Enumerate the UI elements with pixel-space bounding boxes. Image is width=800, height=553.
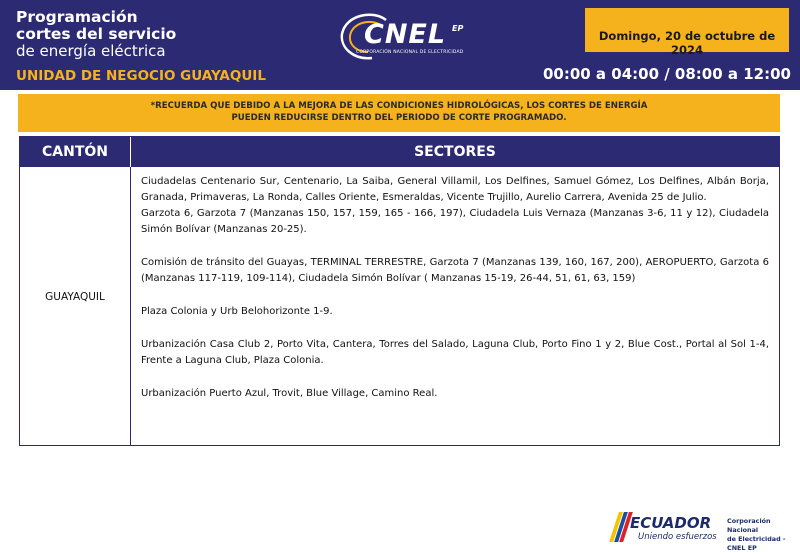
sector-paragraph: Plaza Colonia y Urb Belohorizonte 1-9. — [141, 306, 333, 317]
footer-org-line-2: de Electricidad - CNEL EP — [727, 535, 786, 552]
ecuador-logo — [610, 512, 720, 544]
outage-hours: 00:00 a 04:00 / 08:00 a 12:00 — [542, 65, 791, 83]
title-line-3: de energía eléctrica — [16, 42, 166, 60]
outage-table — [19, 136, 780, 446]
sector-paragraph: Ciudadelas Centenario Sur, Centenario, La Saiba, General Villamil, Los Delfines, Samuel Gómez, Los Delfines, Albán Borja, Granada, Primaveras, La Ronda, Calles Oriente, Esmeraldas, Vicente Trujillo, Aurelio Carrera, Avenida 25 de Julio. — [141, 176, 769, 203]
sector-paragraph: Urbanización Casa Club 2, Porto Vita, Cantera, Torres del Salado, Laguna Club, Porto Fino 1 y 2, Blue Cost., Portal al Sol 1-4, Frente a Laguna Club, Plaza Colonia. — [141, 339, 769, 366]
header-bar — [0, 0, 800, 90]
table-header — [20, 137, 779, 167]
notice-banner — [18, 94, 780, 132]
page-title — [16, 9, 176, 60]
column-divider — [130, 167, 131, 445]
footer-organization — [727, 517, 800, 553]
sectores-cell — [141, 174, 769, 402]
notice-line-1: *RECUERDA QUE DEBIDO A LA MEJORA DE LAS CONDICIONES HIDROLÓGICAS, LOS CORTES DE ENERGÍA — [150, 101, 648, 111]
ecuador-slogan: Uniendo esfuerzos — [638, 532, 717, 542]
date-label: Domingo, 20 de octubre de 2024 — [598, 29, 776, 57]
cnel-logo-text: CNEL — [364, 19, 447, 50]
header-sectores: SECTORES — [130, 137, 779, 167]
sector-paragraph: Garzota 6, Garzota 7 (Manzanas 150, 157, 159, 165 - 166, 197), Ciudadela Luis Vernaza (Manzanas 3-6, 11 y 12), Ciudadela Simón Bolívar (Manzanas 20-25). — [141, 208, 769, 235]
date-box — [585, 8, 789, 57]
sector-paragraph: Urbanización Puerto Azul, Trovit, Blue Village, Camino Real. — [141, 388, 438, 399]
title-line-2: cortes del servicio — [16, 25, 177, 43]
header-canton: CANTÓN — [42, 144, 108, 160]
ecuador-stripes-icon — [610, 512, 632, 542]
ecuador-wordmark: ECUADOR — [630, 514, 712, 532]
notice-line-2: PUEDEN REDUCIRSE DENTRO DEL PERIODO DE CORTE PROGRAMADO. — [231, 113, 567, 123]
business-unit-label: UNIDAD DE NEGOCIO GUAYAQUIL — [16, 68, 266, 84]
canton-cell: GUAYAQUIL — [45, 291, 105, 303]
sector-paragraph: Comisión de tránsito del Guayas, TERMINAL TERRESTRE, Garzota 7 (Manzanas 139, 160, 167, 200), AEROPUERTO, Garzota 6 (Manzanas 117-119, 109-114), Ciudadela Simón Bolívar ( Manzanas 15-19, 26-44, 51, 61, 63, 159) — [141, 257, 769, 284]
cnel-logo-ep: EP — [452, 24, 464, 33]
title-line-1: Programación — [16, 8, 138, 26]
cnel-logo — [338, 12, 488, 64]
cnel-logo-subtitle: CORPORACIÓN NACIONAL DE ELECTRICIDAD — [356, 50, 464, 55]
footer-org-line-1: Corporación Nacional — [727, 517, 771, 534]
